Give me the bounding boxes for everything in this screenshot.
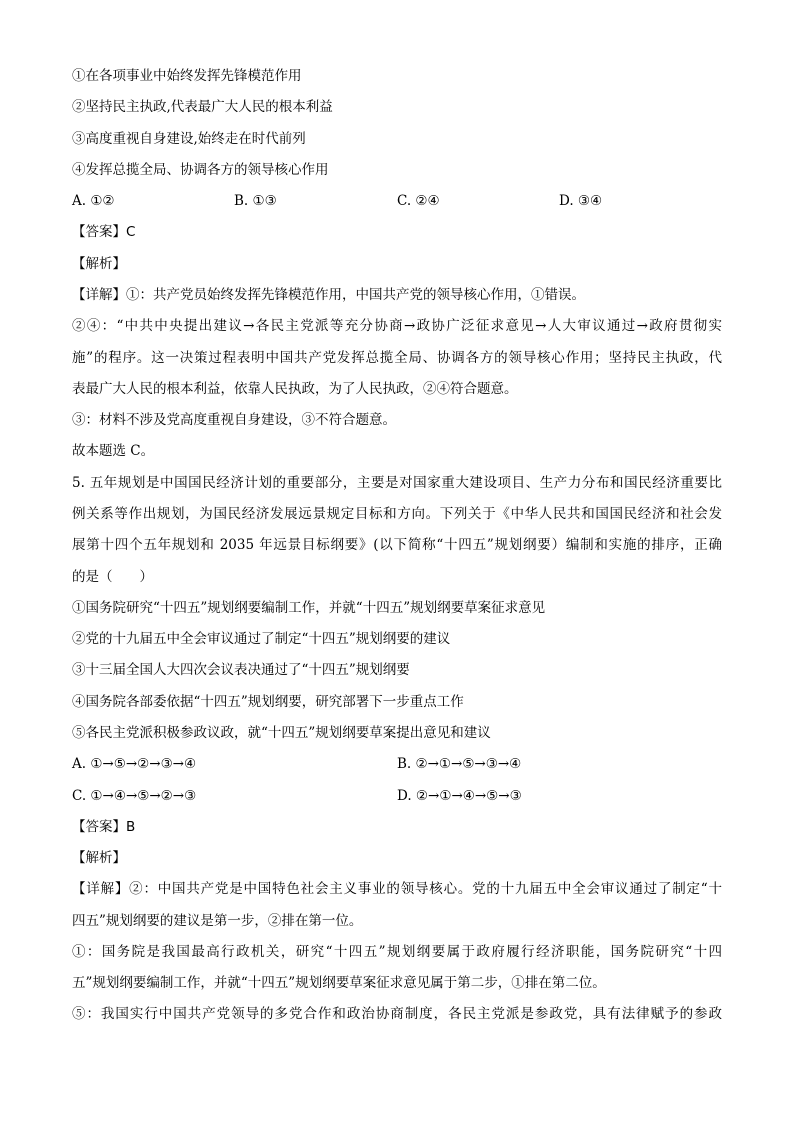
- detail-line: 施”的程序。这一决策过程表明中国共产党发挥总揽全局、协调各方的领导核心作用；坚持民主执政，代: [72, 350, 722, 366]
- answer-label: 【答案】C: [72, 224, 136, 240]
- statement-2: ②坚持民主执政,代表最广大人民的根本利益: [72, 99, 333, 115]
- statement-4: ④发挥总揽全局、协调各方的领导核心作用: [72, 162, 329, 178]
- analysis-label: 【解析】: [72, 256, 126, 272]
- statement-3: ③高度重视自身建设,始终走在时代前列: [72, 131, 306, 147]
- detail-line: 表最广大人民的根本利益，依靠人民执政，为了人民执政，②④符合题意。: [72, 381, 518, 397]
- option-b: B. ①③: [234, 193, 277, 209]
- statement-1: ①在各项事业中始终发挥先锋模范作用: [72, 68, 302, 84]
- detail-line: 【详解】①：共产党员始终发挥先锋模范作用，中国共产党的领导核心作用，①错误。: [72, 287, 585, 303]
- detail-line: ⑤：我国实行中国共产党领导的多党合作和政治协商制度，各民主党派是参政党，具有法律赋予的参政: [72, 1006, 722, 1022]
- question-stem: 5. 五年规划是中国国民经济计划的重要部分，主要是对国家重大建设项目、生产力分布和国民经济重要比: [72, 475, 722, 491]
- detail-line: ①：国务院是我国最高行政机关，研究“十四五”规划纲要属于政府履行经济职能，国务院研究“十四: [72, 944, 722, 960]
- item-4: ④国务院各部委依据“十四五”规划纲要，研究部署下一步重点工作: [72, 694, 464, 710]
- option-a: A. ①②: [72, 193, 115, 209]
- item-5: ⑤各民主党派积极参政议政，就“十四五”规划纲要草案提出意见和建议: [72, 725, 491, 741]
- item-1: ①国务院研究“十四五”规划纲要编制工作，并就“十四五”规划纲要草案征求意见: [72, 600, 546, 616]
- option-b: B. ②→①→⑤→③→④: [397, 756, 522, 772]
- answer-label: 【答案】B: [72, 819, 136, 835]
- detail-line: 四五”规划纲要的建议是第一步，②排在第一位。: [72, 913, 363, 929]
- analysis-label: 【解析】: [72, 850, 126, 866]
- question-stem: 例关系等作出规划，为国民经济发展远景规定目标和方向。下列关于《中华人民共和国国民经济和社会发: [72, 506, 722, 522]
- option-c: C. ②④: [397, 193, 440, 209]
- detail-line: ②④：“中共中央提出建议→各民主党派等充分协商→政协广泛征求意见→人大审议通过→政府贯彻实: [72, 318, 722, 334]
- detail-line: 故本题选 C。: [72, 443, 155, 459]
- option-a: A. ①→⑤→②→③→④: [72, 756, 197, 772]
- question-stem: 展第十四个五年规划和 2035 年远景目标纲要》(以下简称“十四五”规划纲要）编制和实施的排序，正确: [72, 537, 722, 553]
- option-c: C. ①→④→⑤→②→③: [72, 788, 197, 804]
- detail-line: ③：材料不涉及党高度重视自身建设，③不符合题意。: [72, 412, 396, 428]
- option-d: D. ③④: [559, 193, 603, 209]
- question-stem: 的是（ ）: [72, 569, 153, 585]
- option-d: D. ②→①→④→⑤→③: [397, 788, 522, 804]
- detail-line: 【详解】②：中国共产党是中国特色社会主义事业的领导核心。党的十九届五中全会审议通过了制定“十: [72, 881, 722, 897]
- item-3: ③十三届全国人大四次会议表决通过了“十四五”规划纲要: [72, 662, 410, 678]
- item-2: ②党的十九届五中全会审议通过了制定“十四五”规划纲要的建议: [72, 631, 451, 647]
- detail-line: 五”规划纲要编制工作，并就“十四五”规划纲要草案征求意见属于第二步，①排在第二位。: [72, 975, 606, 991]
